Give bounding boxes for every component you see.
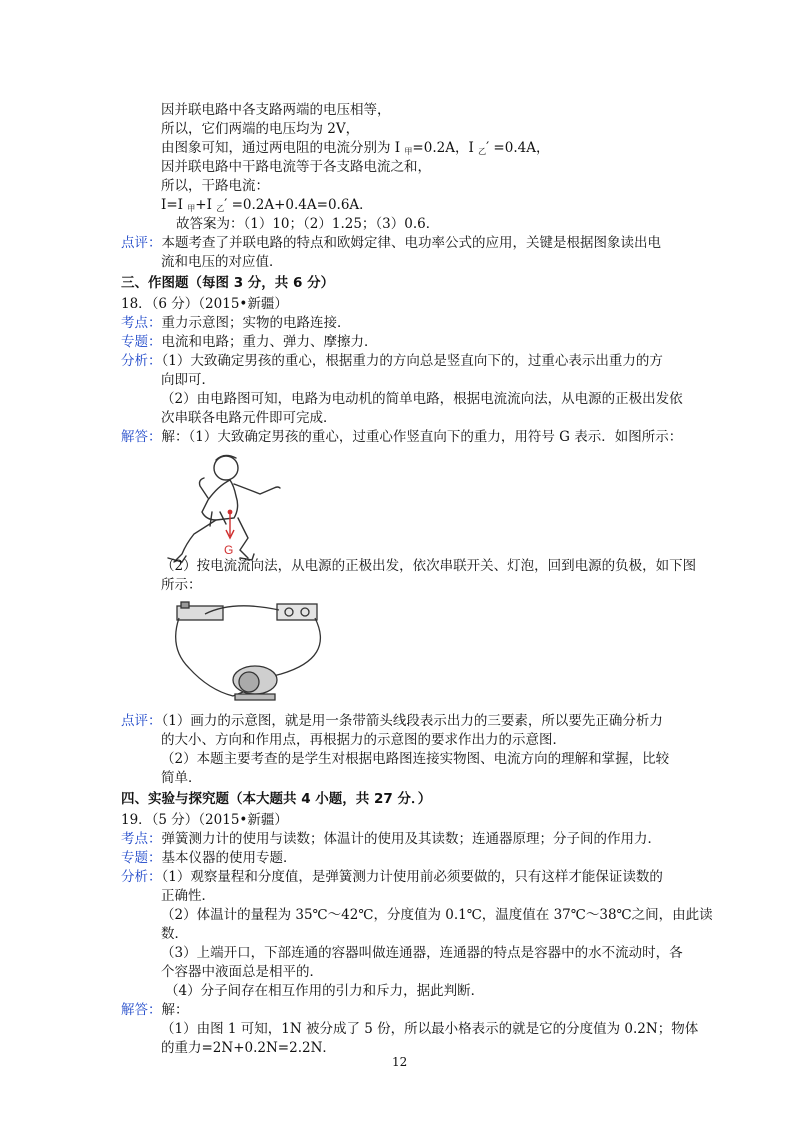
text-line: （1）由图 1 可知，1N 被分成了 5 份，所以最小格表示的就是它的分度值为 0.2N；物体 — [161, 1021, 699, 1037]
gravity-label: G — [224, 543, 234, 557]
text-line: I=I $_甲$+I $_乙$′ =0.2A+0.4A=0.6A． — [161, 197, 373, 213]
text-line: 因并联电路中干路电流等于各支路电流之和， — [161, 159, 431, 175]
text-line: （2）本题主要考查的是学生对根据电路图连接实物图、电流方向的理解和掌握，比较 — [161, 751, 670, 767]
text-line: （2）体温计的量程为 35℃～42℃，分度值为 0.1℃，温度值在 37℃～38℃之间，由此读 — [161, 907, 713, 923]
text-line: 所以，干路电流： — [161, 178, 269, 194]
text-line: 因并联电路中各支路两端的电压相等， — [161, 102, 391, 118]
question-head: 18．（6 分）（2015•新疆） — [121, 296, 288, 312]
text-line: （2）由电路图可知，电路为电动机的简单电路，根据电流流向法，从电源的正极出发依 — [161, 391, 683, 407]
review-tag: 点评： — [121, 235, 162, 251]
fenxi-line: 分析：（1）观察量程和分度值，是弹簧测力计使用前必须要做的，只有这样才能保证读数的 — [121, 869, 663, 885]
text-line: （4）分子间存在相互作用的引力和斥力，据此判断． — [165, 983, 485, 999]
jieda-line: 解答：解： — [121, 1002, 189, 1018]
text-line: 个容器中液面总是相平的． — [161, 964, 323, 980]
kaodian-line: 考点：重力示意图；实物的电路连接． — [121, 315, 351, 331]
dianping-line: 点评：（1）画力的示意图，就是用一条带箭头线段表示出力的三要素，所以要先正确分析力 — [121, 713, 663, 729]
text-line: 简单． — [161, 770, 202, 786]
boy-running-figure — [160, 450, 305, 570]
text-line: 由图象可知，通过两电阻的电流分别为 I $_甲$=0.2A，I $_乙$′ =0.4A， — [161, 140, 550, 156]
fenxi-line: 分析：（1）大致确定男孩的重心，根据重力的方向总是竖直向下的，过重心表示出重力的方 — [121, 353, 663, 369]
text-line: （3）上端开口，下部连通的容器叫做连通器，连通器的特点是容器中的水不流动时，各 — [161, 945, 683, 961]
text-line: 正确性． — [161, 888, 215, 904]
jieda-line: 解答：解：（1）大致确定男孩的重心，过重心作竖直向下的重力，用符号 G 表示．如图所示： — [121, 429, 683, 445]
question-head: 19．（5 分）（2015•新疆） — [121, 812, 288, 828]
answer-line: 故答案为：（1）10；（2）1.25；（3）0.6． — [176, 216, 440, 232]
section-heading: 四、实验与探究题（本大题共 4 小题，共 27 分．） — [121, 791, 432, 807]
text-line: 所示： — [161, 577, 202, 593]
circuit-photo — [165, 600, 345, 708]
page-number: 12 — [392, 1055, 408, 1069]
text-line: 次串联各电路元件即可完成． — [161, 410, 337, 426]
text-line: 的大小、方向和作用点，再根据力的示意图的要求作出力的示意图． — [161, 732, 566, 748]
section-heading: 三、作图题（每图 3 分，共 6 分） — [121, 275, 335, 291]
text-line: 向即可． — [161, 372, 215, 388]
text-line: 流和电压的对应值． — [161, 254, 283, 270]
zhuanti-line: 专题：基本仪器的使用专题． — [121, 850, 297, 866]
text-line: 的重力=2N+0.2N=2.2N． — [161, 1040, 336, 1056]
zhuanti-line: 专题：电流和电路；重力、弹力、摩擦力． — [121, 334, 378, 350]
text-line: （2）按电流流向法，从电源的正极出发，依次串联开关、灯泡，回到电源的负极，如下图 — [161, 558, 697, 574]
review-block: 点评：本题考查了并联电路的特点和欧姆定律、电功率公式的应用，关键是根据图象读出电 — [121, 235, 661, 251]
text-line: 数． — [161, 926, 188, 942]
kaodian-line: 考点：弹簧测力计的使用与读数；体温计的使用及其读数；连通器原理；分子间的作用力． — [121, 831, 661, 847]
text-line: 所以，它们两端的电压均为 2V， — [161, 121, 360, 137]
